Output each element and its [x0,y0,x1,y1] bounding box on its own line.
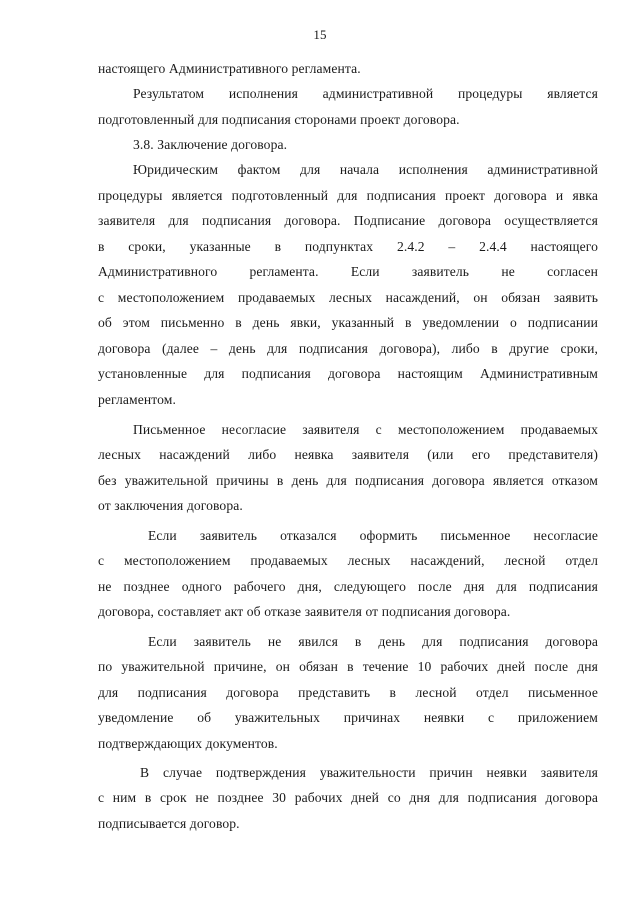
text-line: в сроки, указанные в подпунктах 2.4.2 – 2.4.4 настоящего [98,239,598,254]
text-line: лесных насаждений либо неявка заявителя (или его представителя) [98,447,598,462]
text-line: подготовленный для подписания сторонами проект договора. [98,112,460,127]
text-line: договора (далее – день для подписания договора), либо в другие сроки, [98,341,598,356]
text-line: подтверждающих документов. [98,736,278,751]
text-line: по уважительной причине, он обязан в течение 10 рабочих дней после дня [98,659,598,674]
text-line: с местоположением продаваемых лесных насаждений, лесной отдел [98,553,598,568]
text-line: от заключения договора. [98,498,243,513]
text-line: Результатом исполнения административной процедуры является [133,86,598,101]
text-line: Письменное несогласие заявителя с местоположением продаваемых [133,422,598,437]
section-heading: 3.8. Заключение договора. [133,137,288,152]
text-line: без уважительной причины в день для подписания договора является отказом [98,473,598,488]
text-line: подписывается договор. [98,816,240,831]
page-number: 15 [313,27,327,42]
text-line: с местоположением продаваемых лесных насаждений, он обязан заявить [98,290,598,305]
text-line: процедуры является подготовленный для подписания проект договора и явка [98,188,598,203]
text-line: настоящего Административного регламента. [98,61,361,76]
text-line: заявителя для подписания договора. Подписание договора осуществляется [98,213,598,228]
text-line: установленные для подписания договора настоящим Административным [98,366,598,381]
text-line: Если заявитель отказался оформить письменное несогласие [148,528,598,543]
text-line: регламентом. [98,392,176,407]
text-line: с ним в срок не позднее 30 рабочих дней со дня для подписания договора [98,790,598,805]
text-line: Юридическим фактом для начала исполнения административной [133,162,598,177]
text-line: договора, составляет акт об отказе заявителя от подписания договора. [98,604,511,619]
text-line: об этом письменно в день явки, указанный в уведомлении о подписании [98,315,598,330]
text-line: Административного регламента. Если заявитель не согласен [98,264,598,279]
text-line: Если заявитель не явился в день для подписания договора [148,634,598,649]
text-line: не позднее одного рабочего дня, следующего после дня для подписания [98,579,598,594]
text-line: для подписания договора представить в лесной отдел письменное [98,685,598,700]
text-line: уведомление об уважительных причинах неявки с приложением [98,710,598,725]
text-line: В случае подтверждения уважительности причин неявки заявителя [140,765,598,780]
